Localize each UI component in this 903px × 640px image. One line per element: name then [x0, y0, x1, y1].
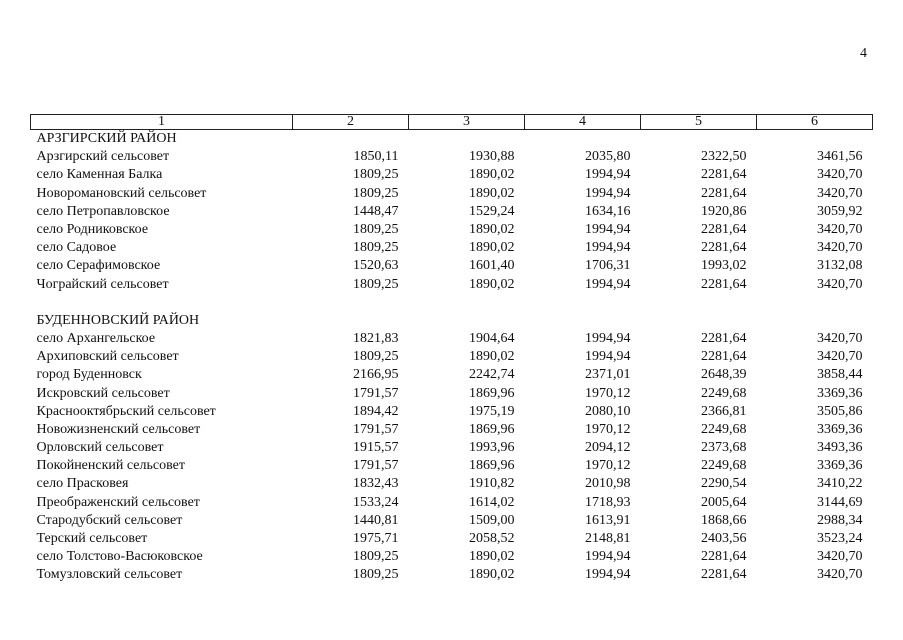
value-col-4: 1994,94	[585, 240, 631, 256]
settlement-name: село Каменная Балка	[36, 167, 163, 183]
settlement-name: Терский сельсовет	[36, 531, 148, 547]
value-col-6: 3420,70	[817, 567, 863, 583]
value-col-3: 1993,96	[469, 440, 515, 456]
value-col-4: 2148,81	[585, 531, 631, 547]
value-col-5: 2281,64	[701, 276, 747, 292]
value-col-5: 2281,64	[701, 567, 747, 583]
value-col-2: 1809,25	[353, 167, 399, 183]
value-col-4: 2094,12	[585, 440, 631, 456]
value-col-3: 1975,19	[469, 403, 515, 419]
data-table	[30, 114, 873, 585]
value-col-4: 1994,94	[585, 222, 631, 238]
value-col-4: 1994,94	[585, 167, 631, 183]
value-col-5: 2648,39	[701, 367, 747, 383]
value-col-3: 1869,96	[469, 421, 515, 437]
column-header: 6	[757, 115, 873, 130]
value-col-2: 1809,25	[353, 276, 399, 292]
value-col-5: 2290,54	[701, 476, 747, 492]
value-col-3: 1890,02	[469, 185, 515, 201]
settlement-name: село Толстово-Васюковское	[36, 549, 203, 565]
value-col-3: 2058,52	[469, 531, 515, 547]
column-header: 1	[31, 115, 293, 130]
page-number: 4	[860, 46, 867, 61]
value-col-6: 3369,36	[817, 421, 863, 437]
value-col-6: 3369,36	[817, 458, 863, 474]
value-col-4: 1994,94	[585, 567, 631, 583]
value-col-2: 1809,25	[353, 549, 399, 565]
value-col-2: 1440,81	[353, 512, 399, 528]
value-col-5: 2005,64	[701, 494, 747, 510]
settlement-name: село Родниковское	[36, 222, 149, 238]
table-body	[31, 130, 873, 585]
value-col-4: 1994,94	[585, 349, 631, 365]
section-spacer	[31, 294, 873, 312]
value-col-5: 2281,64	[701, 167, 747, 183]
value-col-3: 1890,02	[469, 349, 515, 365]
settlement-name: Архиповский сельсовет	[36, 349, 179, 365]
value-col-2: 1809,25	[353, 567, 399, 583]
value-col-6: 3420,70	[817, 549, 863, 565]
value-col-2: 1791,57	[353, 421, 399, 437]
value-col-6: 2988,34	[817, 512, 863, 528]
value-col-2: 1821,83	[353, 330, 399, 346]
section-title: АРЗГИРСКИЙ РАЙОН	[36, 131, 177, 147]
settlement-name: Арзгирский сельсовет	[36, 149, 170, 165]
value-col-3: 1890,02	[469, 222, 515, 238]
value-col-6: 3461,56	[817, 149, 863, 165]
value-col-5: 1993,02	[701, 258, 747, 274]
value-col-3: 1890,02	[469, 549, 515, 565]
table-row	[31, 421, 873, 439]
settlement-name: Краснооктябрьский сельсовет	[36, 403, 216, 419]
value-col-4: 2010,98	[585, 476, 631, 492]
settlement-name: город Буденновск	[36, 367, 142, 383]
value-col-4: 2371,01	[585, 367, 631, 383]
value-col-3: 1890,02	[469, 567, 515, 583]
value-col-5: 2281,64	[701, 549, 747, 565]
value-col-2: 1832,43	[353, 476, 399, 492]
value-col-5: 2249,68	[701, 385, 747, 401]
value-col-3: 2242,74	[469, 367, 515, 383]
value-col-4: 1613,91	[585, 512, 631, 528]
value-col-2: 1894,42	[353, 403, 399, 419]
table-row	[31, 166, 873, 184]
value-col-6: 3132,08	[817, 258, 863, 274]
settlement-name: Искровский сельсовет	[36, 385, 170, 401]
value-col-6: 3144,69	[817, 494, 863, 510]
section-title-row	[31, 312, 873, 330]
value-col-3: 1930,88	[469, 149, 515, 165]
value-col-6: 3410,22	[817, 476, 863, 492]
value-col-3: 1910,82	[469, 476, 515, 492]
value-col-3: 1890,02	[469, 167, 515, 183]
value-col-2: 1809,25	[353, 240, 399, 256]
settlement-name: Чограйский сельсовет	[36, 276, 169, 292]
value-col-5: 2373,68	[701, 440, 747, 456]
header-row	[31, 115, 873, 130]
value-col-5: 1868,66	[701, 512, 747, 528]
value-col-5: 2281,64	[701, 240, 747, 256]
value-col-6: 3505,86	[817, 403, 863, 419]
table-row	[31, 257, 873, 275]
table-row	[31, 439, 873, 457]
table-row	[31, 330, 873, 348]
value-col-3: 1529,24	[469, 203, 515, 219]
table-row	[31, 348, 873, 366]
value-col-3: 1904,64	[469, 330, 515, 346]
value-col-2: 1915,57	[353, 440, 399, 456]
value-col-6: 3523,24	[817, 531, 863, 547]
table-row	[31, 403, 873, 421]
section-title: БУДЕННОВСКИЙ РАЙОН	[36, 312, 200, 328]
value-col-2: 1520,63	[353, 258, 399, 274]
value-col-6: 3420,70	[817, 240, 863, 256]
column-header: 2	[293, 115, 409, 130]
value-col-2: 2166,95	[353, 367, 399, 383]
value-col-4: 1970,12	[585, 385, 631, 401]
table-row	[31, 203, 873, 221]
value-col-3: 1869,96	[469, 458, 515, 474]
column-header: 5	[641, 115, 757, 130]
value-col-5: 2281,64	[701, 349, 747, 365]
value-col-3: 1509,00	[469, 512, 515, 528]
settlement-name: Новоромановский сельсовет	[36, 185, 207, 201]
value-col-4: 2035,80	[585, 149, 631, 165]
value-col-4: 1718,93	[585, 494, 631, 510]
column-header: 4	[525, 115, 641, 130]
table-row	[31, 276, 873, 294]
value-col-4: 1970,12	[585, 421, 631, 437]
settlement-name: село Петропавловское	[36, 203, 170, 219]
table-row	[31, 185, 873, 203]
value-col-5: 2281,64	[701, 222, 747, 238]
value-col-2: 1448,47	[353, 203, 399, 219]
table-row	[31, 530, 873, 548]
value-col-4: 1994,94	[585, 185, 631, 201]
value-col-5: 2322,50	[701, 149, 747, 165]
value-col-4: 2080,10	[585, 403, 631, 419]
value-col-4: 1970,12	[585, 458, 631, 474]
value-col-2: 1533,24	[353, 494, 399, 510]
value-col-6: 3420,70	[817, 185, 863, 201]
value-col-2: 1850,11	[353, 149, 399, 165]
value-col-5: 2249,68	[701, 458, 747, 474]
value-col-6: 3059,92	[817, 203, 863, 219]
value-col-3: 1614,02	[469, 494, 515, 510]
value-col-6: 3420,70	[817, 167, 863, 183]
value-col-5: 2366,81	[701, 403, 747, 419]
table-row	[31, 457, 873, 475]
value-col-6: 3420,70	[817, 222, 863, 238]
table-row	[31, 566, 873, 584]
settlement-name: Орловский сельсовет	[36, 440, 164, 456]
settlement-name: Новожизненский сельсовет	[36, 421, 201, 437]
table-row	[31, 366, 873, 384]
settlement-name: Преображенский сельсовет	[36, 494, 200, 510]
value-col-5: 2281,64	[701, 185, 747, 201]
value-col-6: 3493,36	[817, 440, 863, 456]
value-col-2: 1809,25	[353, 349, 399, 365]
table-row	[31, 475, 873, 493]
column-header: 3	[409, 115, 525, 130]
value-col-6: 3369,36	[817, 385, 863, 401]
section-title-row	[31, 130, 873, 149]
value-col-4: 1994,94	[585, 276, 631, 292]
value-col-2: 1809,25	[353, 222, 399, 238]
settlement-name: село Прасковея	[36, 476, 129, 492]
value-col-2: 1975,71	[353, 531, 399, 547]
table-row	[31, 494, 873, 512]
value-col-3: 1601,40	[469, 258, 515, 274]
table-row	[31, 384, 873, 402]
settlement-name: село Садовое	[36, 240, 117, 256]
table-row	[31, 548, 873, 566]
table-row	[31, 239, 873, 257]
value-col-4: 1994,94	[585, 549, 631, 565]
value-col-5: 2249,68	[701, 421, 747, 437]
value-col-6: 3420,70	[817, 276, 863, 292]
settlement-name: Покойненский сельсовет	[36, 458, 185, 474]
value-col-4: 1706,31	[585, 258, 631, 274]
value-col-3: 1890,02	[469, 276, 515, 292]
settlement-name: Томузловский сельсовет	[36, 567, 183, 583]
value-col-6: 3420,70	[817, 349, 863, 365]
table-row	[31, 148, 873, 166]
settlement-name: Стародубский сельсовет	[36, 512, 183, 528]
table-row	[31, 221, 873, 239]
value-col-5: 2403,56	[701, 531, 747, 547]
value-col-2: 1791,57	[353, 385, 399, 401]
value-col-2: 1809,25	[353, 185, 399, 201]
value-col-5: 2281,64	[701, 330, 747, 346]
value-col-4: 1634,16	[585, 203, 631, 219]
value-col-2: 1791,57	[353, 458, 399, 474]
value-col-3: 1869,96	[469, 385, 515, 401]
settlement-name: село Серафимовское	[36, 258, 161, 274]
value-col-4: 1994,94	[585, 330, 631, 346]
value-col-5: 1920,86	[701, 203, 747, 219]
value-col-3: 1890,02	[469, 240, 515, 256]
settlement-name: село Архангельское	[36, 330, 156, 346]
value-col-6: 3420,70	[817, 330, 863, 346]
value-col-6: 3858,44	[817, 367, 863, 383]
table-row	[31, 512, 873, 530]
